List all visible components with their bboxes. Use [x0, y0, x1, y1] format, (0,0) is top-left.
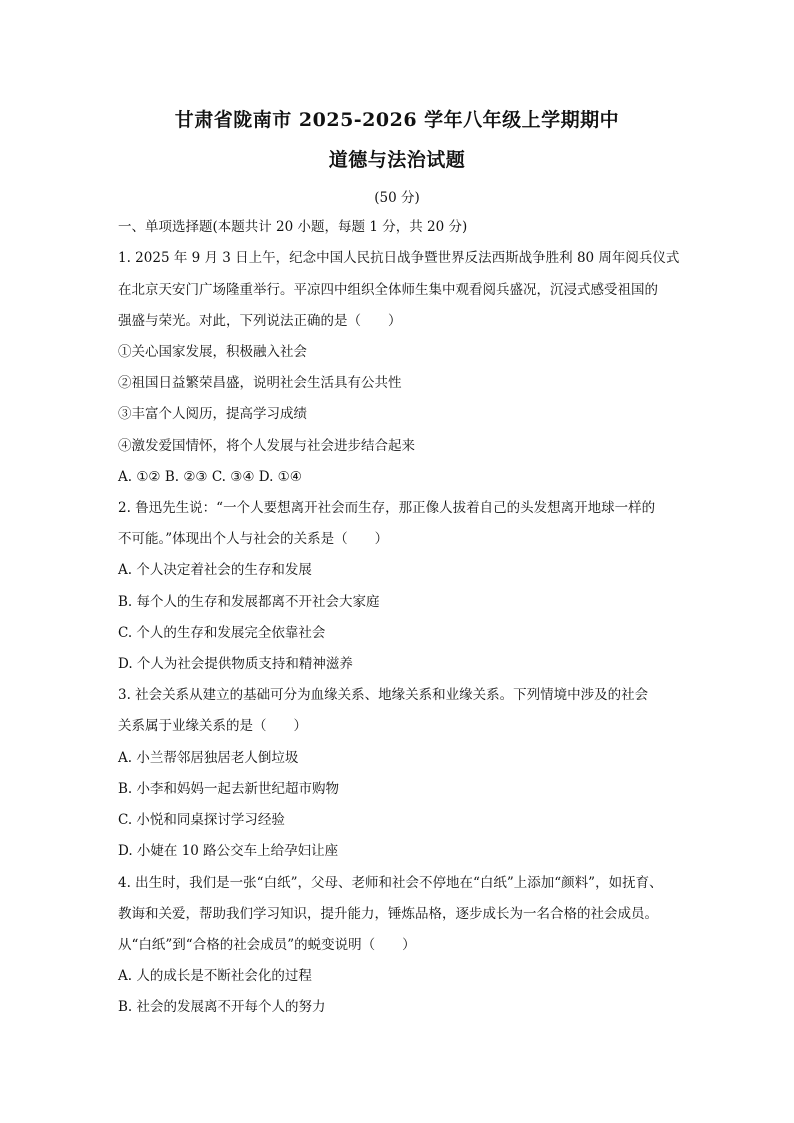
q2-stem-line-2: 不可能。”体现出个人与社会的关系是（ ） [118, 531, 389, 547]
section-heading: 一、单项选择题(本题共计 20 小题，每题 1 分，共 20 分) [118, 219, 468, 235]
q1-stem-line-3: 强盛与荣光。对此，下列说法正确的是（ ） [118, 313, 402, 329]
q3-option-b: B. 小李和妈妈一起去新世纪超市购物 [118, 781, 340, 797]
q1-stem-line-2: 在北京天安门广场隆重举行。平凉四中组织全体师生集中观看阅兵盛况，沉浸式感受祖国的 [118, 282, 658, 298]
q1-statement-2: ②祖国日益繁荣昌盛，说明社会生活具有公共性 [118, 375, 402, 391]
q1-statement-3: ③丰富个人阅历，提高学习成绩 [118, 406, 307, 422]
title-line-2: 道德与法治试题 [328, 149, 466, 171]
q1-statement-4: ④激发爱国情怀，将个人发展与社会进步结合起来 [118, 438, 415, 454]
q4-stem-line-2: 教诲和关爱，帮助我们学习知识，提升能力，锤炼品格，逐步成长为一名合格的社会成员。 [118, 906, 658, 922]
q3-option-d: D. 小婕在 10 路公交车上给孕妇让座 [118, 843, 339, 859]
q1-statement-1: ①关心国家发展，积极融入社会 [118, 344, 307, 360]
q3-stem-line-2: 关系属于业缘关系的是（ ） [118, 718, 307, 734]
q2-option-c: C. 个人的生存和发展完全依靠社会 [118, 625, 326, 641]
q3-stem-line-1: 3. 社会关系从建立的基础可分为血缘关系、地缘关系和业缘关系。下列情境中涉及的社会 [118, 687, 649, 703]
q2-stem-line-1: 2. 鲁迅先生说：“一个人要想离开社会而生存，那正像人拔着自己的头发想离开地球一样的 [118, 500, 656, 516]
q4-stem-line-3: 从“白纸”到“合格的社会成员”的蜕变说明（ ） [118, 937, 416, 953]
q4-stem-line-1: 4. 出生时，我们是一张“白纸”，父母、老师和社会不停地在“白纸”上添加“颜料”，如抚育、 [118, 875, 663, 891]
score-note: (50 分) [374, 190, 420, 206]
q3-option-a: A. 小兰帮邻居独居老人倒垃圾 [118, 750, 299, 766]
q1-stem-line-1: 1. 2025 年 9 月 3 日上午，纪念中国人民抗日战争暨世界反法西斯战争胜利 80 周年阅兵仪式 [118, 250, 680, 266]
q4-option-b: B. 社会的发展离不开每个人的努力 [118, 999, 326, 1015]
q2-option-b: B. 每个人的生存和发展都离不开社会大家庭 [118, 594, 380, 610]
title-line-1: 甘肃省陇南市 2025-2026 学年八年级上学期期中 [174, 109, 620, 131]
q4-option-a: A. 人的成长是不断社会化的过程 [118, 968, 312, 984]
q2-option-d: D. 个人为社会提供物质支持和精神滋养 [118, 656, 353, 672]
q1-choices: A. ①② B. ②③ C. ③④ D. ①④ [118, 469, 302, 485]
q2-option-a: A. 个人决定着社会的生存和发展 [118, 562, 312, 578]
q3-option-c: C. 小悦和同桌探讨学习经验 [118, 812, 285, 828]
